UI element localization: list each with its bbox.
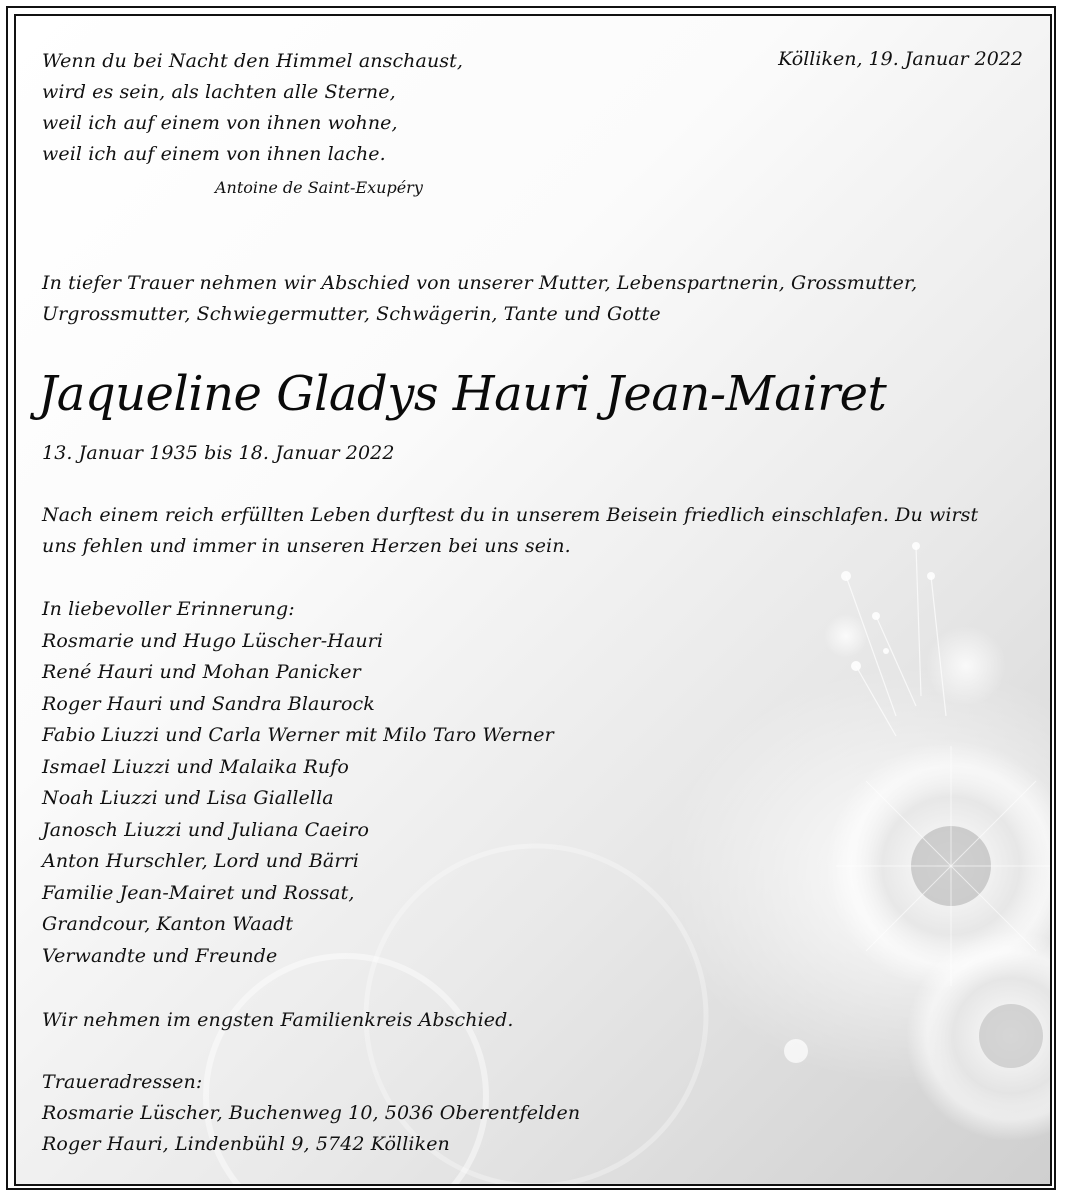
mourner-name: Anton Hurschler, Lord und Bärri (42, 850, 359, 872)
obituary-card (14, 14, 1052, 1186)
life-dates: 13. Januar 1935 bis 18. Januar 2022 (42, 442, 395, 464)
mourner-name: Noah Liuzzi und Lisa Giallella (42, 787, 334, 809)
mourner-name: Ismael Liuzzi und Malaika Rufo (42, 755, 349, 778)
address-line: Roger Hauri, Lindenbühl 9, 5742 Kölliken (42, 1133, 450, 1155)
closing-note: Wir nehmen im engsten Familienkreis Abschied. (42, 1009, 514, 1031)
intro-text: In tiefer Trauer nehmen wir Abschied von unserer Mutter, Lebenspartnerin, Grossmutter, Urgrossmutter, Schwiegermutter, Schwägerin, Tante und Gotte (42, 272, 918, 325)
poem-line: weil ich auf einem von ihnen wohne, (42, 112, 398, 134)
address-line: Rosmarie Lüscher, Buchenweg 10, 5036 Oberentfelden (42, 1102, 581, 1124)
mourner-name: Grandcour, Kanton Waadt (42, 913, 294, 935)
farewell-message: Nach einem reich erfüllten Leben durftest du in unserem Beisein friedlich einschlafen. Du wirst uns fehlen und immer in unseren Herzen bei uns sein. (42, 504, 979, 557)
place-date: Kölliken, 19. Januar 2022 (778, 48, 1023, 70)
remembrance-heading: In liebevoller Erinnerung: (42, 598, 295, 620)
poem (42, 46, 463, 170)
poem-author: Antoine de Saint-Exupéry (215, 178, 423, 197)
poem-line: wird es sein, als lachten alle Sterne, (42, 81, 396, 103)
remembrance-list (42, 594, 554, 972)
mourner-name: René Hauri und Mohan Panicker (42, 661, 361, 683)
mourner-name: Janosch Liuzzi und Juliana Caeiro (42, 818, 369, 841)
mourner-name: Rosmarie und Hugo Lüscher-Hauri (42, 629, 384, 652)
mourner-name: Fabio Liuzzi und Carla Werner mit Milo Taro Werner (42, 724, 554, 746)
poem-line: Wenn du bei Nacht den Himmel anschaust, (42, 50, 464, 72)
mourner-name: Verwandte und Freunde (42, 944, 278, 967)
deceased-name: Jaqueline Gladys Hauri Jean-Mairet (38, 366, 887, 422)
addresses-heading: Traueradressen: (42, 1071, 203, 1093)
mourning-addresses (42, 1067, 580, 1160)
poem-line: weil ich auf einem von ihnen lache. (42, 143, 386, 165)
mourner-name: Familie Jean-Mairet und Rossat, (42, 881, 355, 904)
mourner-name: Roger Hauri und Sandra Blaurock (42, 692, 375, 715)
